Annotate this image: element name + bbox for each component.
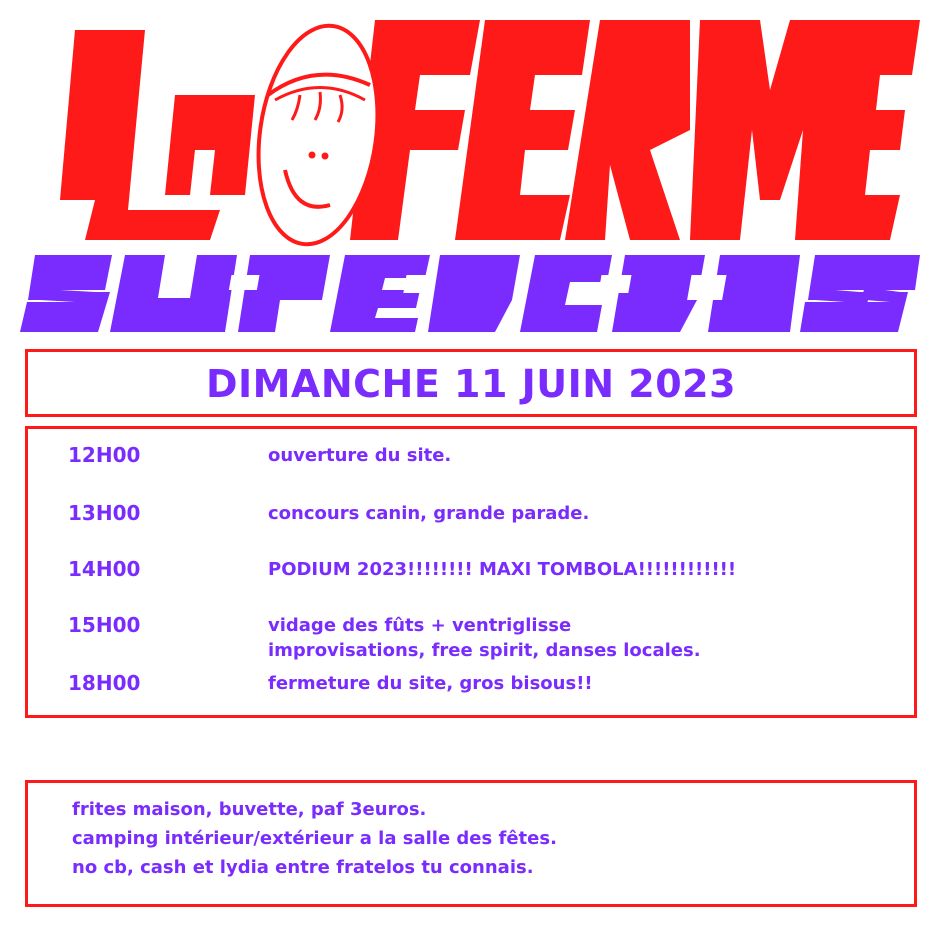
logo-subtitle-supercross — [20, 255, 920, 332]
schedule-desc: fermeture du site, gros bisous!! — [268, 673, 593, 694]
schedule-desc-line-2: improvisations, free spirit, danses locales. — [268, 640, 701, 661]
info-line: camping intérieur/extérieur a la salle des fêtes. — [72, 828, 557, 849]
schedule-desc: vidage des fûts + ventriglisse — [268, 615, 572, 636]
schedule-desc: ouverture du site. — [268, 445, 452, 466]
logo-title-la-ferme — [60, 20, 920, 240]
event-date: DIMANCHE 11 JUIN 2023 — [205, 362, 737, 406]
info-line: no cb, cash et lydia entre fratelos tu connais. — [72, 857, 534, 878]
schedule-time: 13H00 — [68, 501, 141, 525]
schedule-desc: concours canin, grande parade. — [268, 503, 590, 524]
schedule-desc: PODIUM 2023!!!!!!!! MAXI TOMBOLA!!!!!!!!!!!! — [268, 559, 737, 580]
schedule-time: 14H00 — [68, 557, 141, 581]
schedule-box — [25, 426, 917, 718]
info-line: frites maison, buvette, paf 3euros. — [72, 799, 427, 820]
schedule-time: 18H00 — [68, 671, 141, 695]
event-logo — [0, 0, 940, 340]
info-box — [25, 780, 917, 907]
schedule-time: 12H00 — [68, 443, 141, 467]
date-box — [25, 349, 917, 417]
schedule-time: 15H00 — [68, 613, 141, 637]
